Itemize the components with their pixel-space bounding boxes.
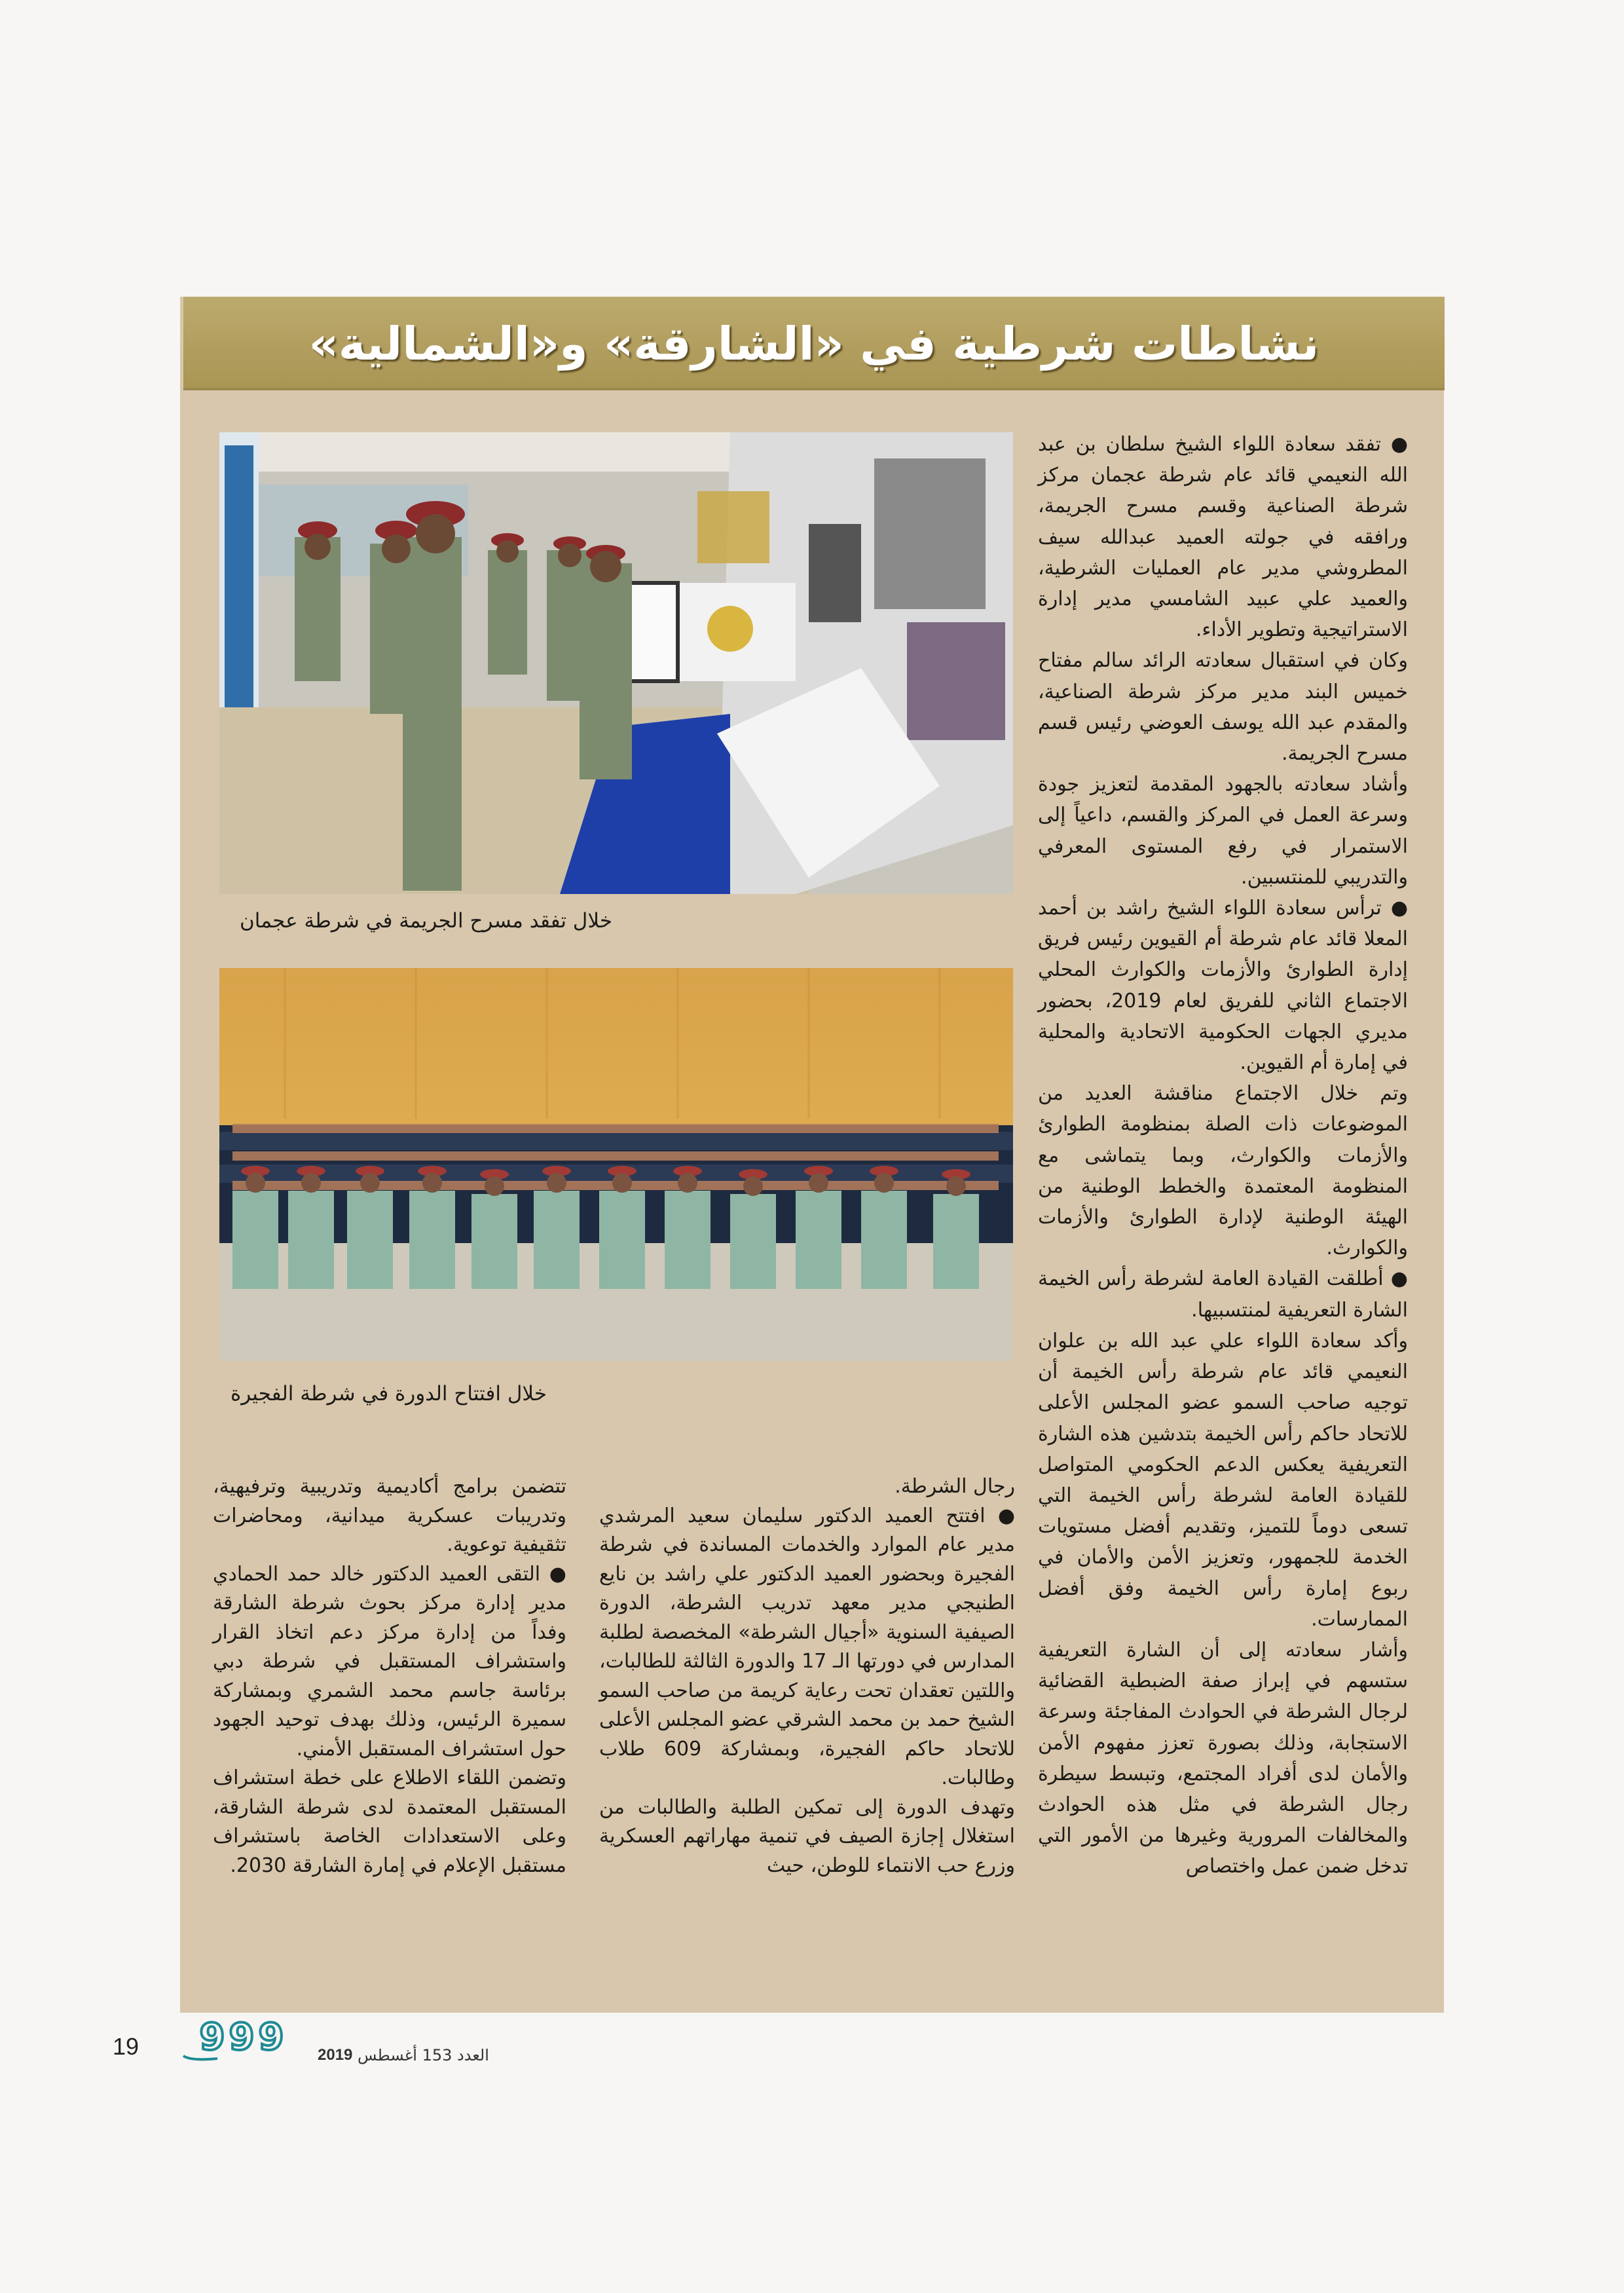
photo-caption: خلال افتتاح الدورة في شرطة الفجيرة <box>230 1382 547 1406</box>
text-column-middle <box>599 1472 1015 1970</box>
paragraph: تتضمن برامج أكاديمية وتدريبية وترفيهية، وتدريبات عسكرية ميدانية، ومحاضرات تثقيفية توعوية. <box>213 1475 566 1556</box>
page-number: 19 <box>113 2033 139 2060</box>
photo-caption: خلال تفقد مسرح الجريمة في شرطة عجمان <box>240 909 612 933</box>
issue-month: أغسطس <box>358 2046 417 2064</box>
paragraph: ● أطلقت القيادة العامة لشرطة رأس الخيمة الشارة التعريفية لمنتسبيها. <box>1038 1267 1408 1322</box>
article-title: نشاطات شرطية في «الشارقة» و«الشمالية» <box>308 316 1320 371</box>
paragraph: وأكد سعادة اللواء علي عبد الله بن علوان النعيمي قائد عام شرطة رأس الخيمة أن توجيه صاحب السمو عضو المجلس الأعلى للاتحاد حاكم رأس الخيمة بتدشين هذه الشارة التعريفية يعكس الدعم الحكومي المتواصل للقيادة العامة لشرطة رأس الخيمة التي تسعى دوماً للتميز، وتقديم أفضل مستويات الخدمة للجمهور، وتعزيز الأمن والأمان في ربوع إمارة رأس الخيمة وفق أفضل الممارسات. <box>1038 1329 1408 1631</box>
paragraph: ● تفقد سعادة اللواء الشيخ سلطان بن عبد الله النعيمي قائد عام شرطة عجمان مركز شرطة الصناعية وقسم مسرح الجريمة، ورافقه في جولته العميد عبدالله سيف المطروشي مدير عام العمليات الشرطية، والعميد علي عبيد الشامسي مدير إدارة الاستراتيجية وتطوير الأداء. <box>1038 433 1408 642</box>
title-banner <box>183 297 1445 390</box>
paragraph: رجال الشرطة. <box>895 1475 1015 1498</box>
photo-crime-scene-inspection <box>219 432 1013 894</box>
issue-info <box>318 2036 489 2075</box>
paragraph: وأشار سعادته إلى أن الشارة التعريفية ستسهم في إبراز صفة الضبطية القضائية لرجال الشرطة في الحوادث المفاجئة وسرعة الاستجابة، وذلك بصورة تعزز مفهوم الأمن والأمان لدى أفراد المجتمع، وتبسط سيطرة رجال الشرطة في مثل هذه الحوادث والمخالفات المرورية وغيرها من الأمور التي تدخل ضمن عمل واختصاص <box>1038 1638 1408 1878</box>
paragraph: ● افتتح العميد الدكتور سليمان سعيد المرشدي مدير عام الموارد والخدمات المساندة في شرطة الفجيرة وبحضور العميد الدكتور علي راشد بن نايع الطنيجي مدير معهد تدريب الشرطة، الدورة الصيفية السنوية «أجيال الشرطة» المخصصة لطلبة المدارس في دورتها الـ 17 والدورة الثالثة للطالبات، واللتين تعقدان تحت رعاية كريمة من صاحب السمو الشيخ حمد بن محمد الشرقي عضو المجلس الأعلى للاتحاد حاكم الفجيرة، وبمشاركة 609 طلاب وطالبات. <box>599 1504 1015 1789</box>
paragraph: وتضمن اللقاء الاطلاع على خطة استشراف المستقبل المعتمدة لدى شرطة الشارقة، وعلى الاستعدادات الخاصة باستشراف مستقبل الإعلام في إمارة الشارقة 2030. <box>213 1766 566 1877</box>
magazine-logo-icon <box>178 2017 309 2062</box>
magazine-logo <box>178 2017 309 2059</box>
officers-inspecting-exhibit-image <box>219 432 1013 894</box>
photo-course-opening <box>219 968 1013 1361</box>
group-photo-image <box>219 968 1013 1361</box>
issue-label: العدد <box>457 2046 489 2064</box>
text-column-left <box>213 1472 566 1970</box>
issue-year: 2019 <box>318 2046 353 2064</box>
paragraph: وأشاد سعادته بالجهود المقدمة لتعزيز جودة وسرعة العمل في المركز والقسم، داعياً إلى الاستمرار في رفع المستوى المعرفي والتدريبي للمنتسبين. <box>1038 773 1408 889</box>
paragraph: ● التقى العميد الدكتور خالد حمد الحمادي مدير إدارة مركز بحوث شرطة الشارقة وفداً من إدارة مركز دعم اتخاذ القرار واستشراف المستقبل في شرطة دبي برئاسة جاسم محمد الشمري وبمشاركة سميرة الرئيس، وذلك بهدف توحيد الجهود حول استشراف المستقبل الأمني. <box>213 1562 566 1761</box>
paragraph: وتهدف الدورة إلى تمكين الطلبة والطالبات من استغلال إجازة الصيف في تنمية مهاراتهم العسكرية وزرع حب الانتماء للوطن، حيث <box>599 1795 1015 1877</box>
text-column-right <box>1038 429 1408 1965</box>
paragraph: ● ترأس سعادة اللواء الشيخ راشد بن أحمد المعلا قائد عام شرطة أم القيوين رئيس فريق إدارة الطوارئ والأزمات والكوارث المحلي الاجتماع الثاني للفريق لعام 2019، بحضور مديري الجهات الحكومية الاتحادية والمحلية في إمارة أم القيوين. <box>1038 897 1409 1075</box>
paragraph: وكان في استقبال سعادته الرائد سالم مفتاح خميس البند مدير مركز شرطة الصناعية، والمقدم عبد الله يوسف العوضي رئيس قسم مسرح الجريمة. <box>1038 649 1408 766</box>
issue-number: 153 <box>422 2046 452 2064</box>
magazine-logo-text: 999 <box>199 2017 288 2059</box>
paragraph: وتم خلال الاجتماع مناقشة العديد من الموضوعات ذات الصلة بمنظومة الطوارئ والأزمات والكوارث، وبما يتماشى مع المنظومة المعتمدة والخطط الوطنية من الهيئة الوطنية لإدارة الطوارئ والأزمات والكوارث. <box>1038 1082 1408 1260</box>
